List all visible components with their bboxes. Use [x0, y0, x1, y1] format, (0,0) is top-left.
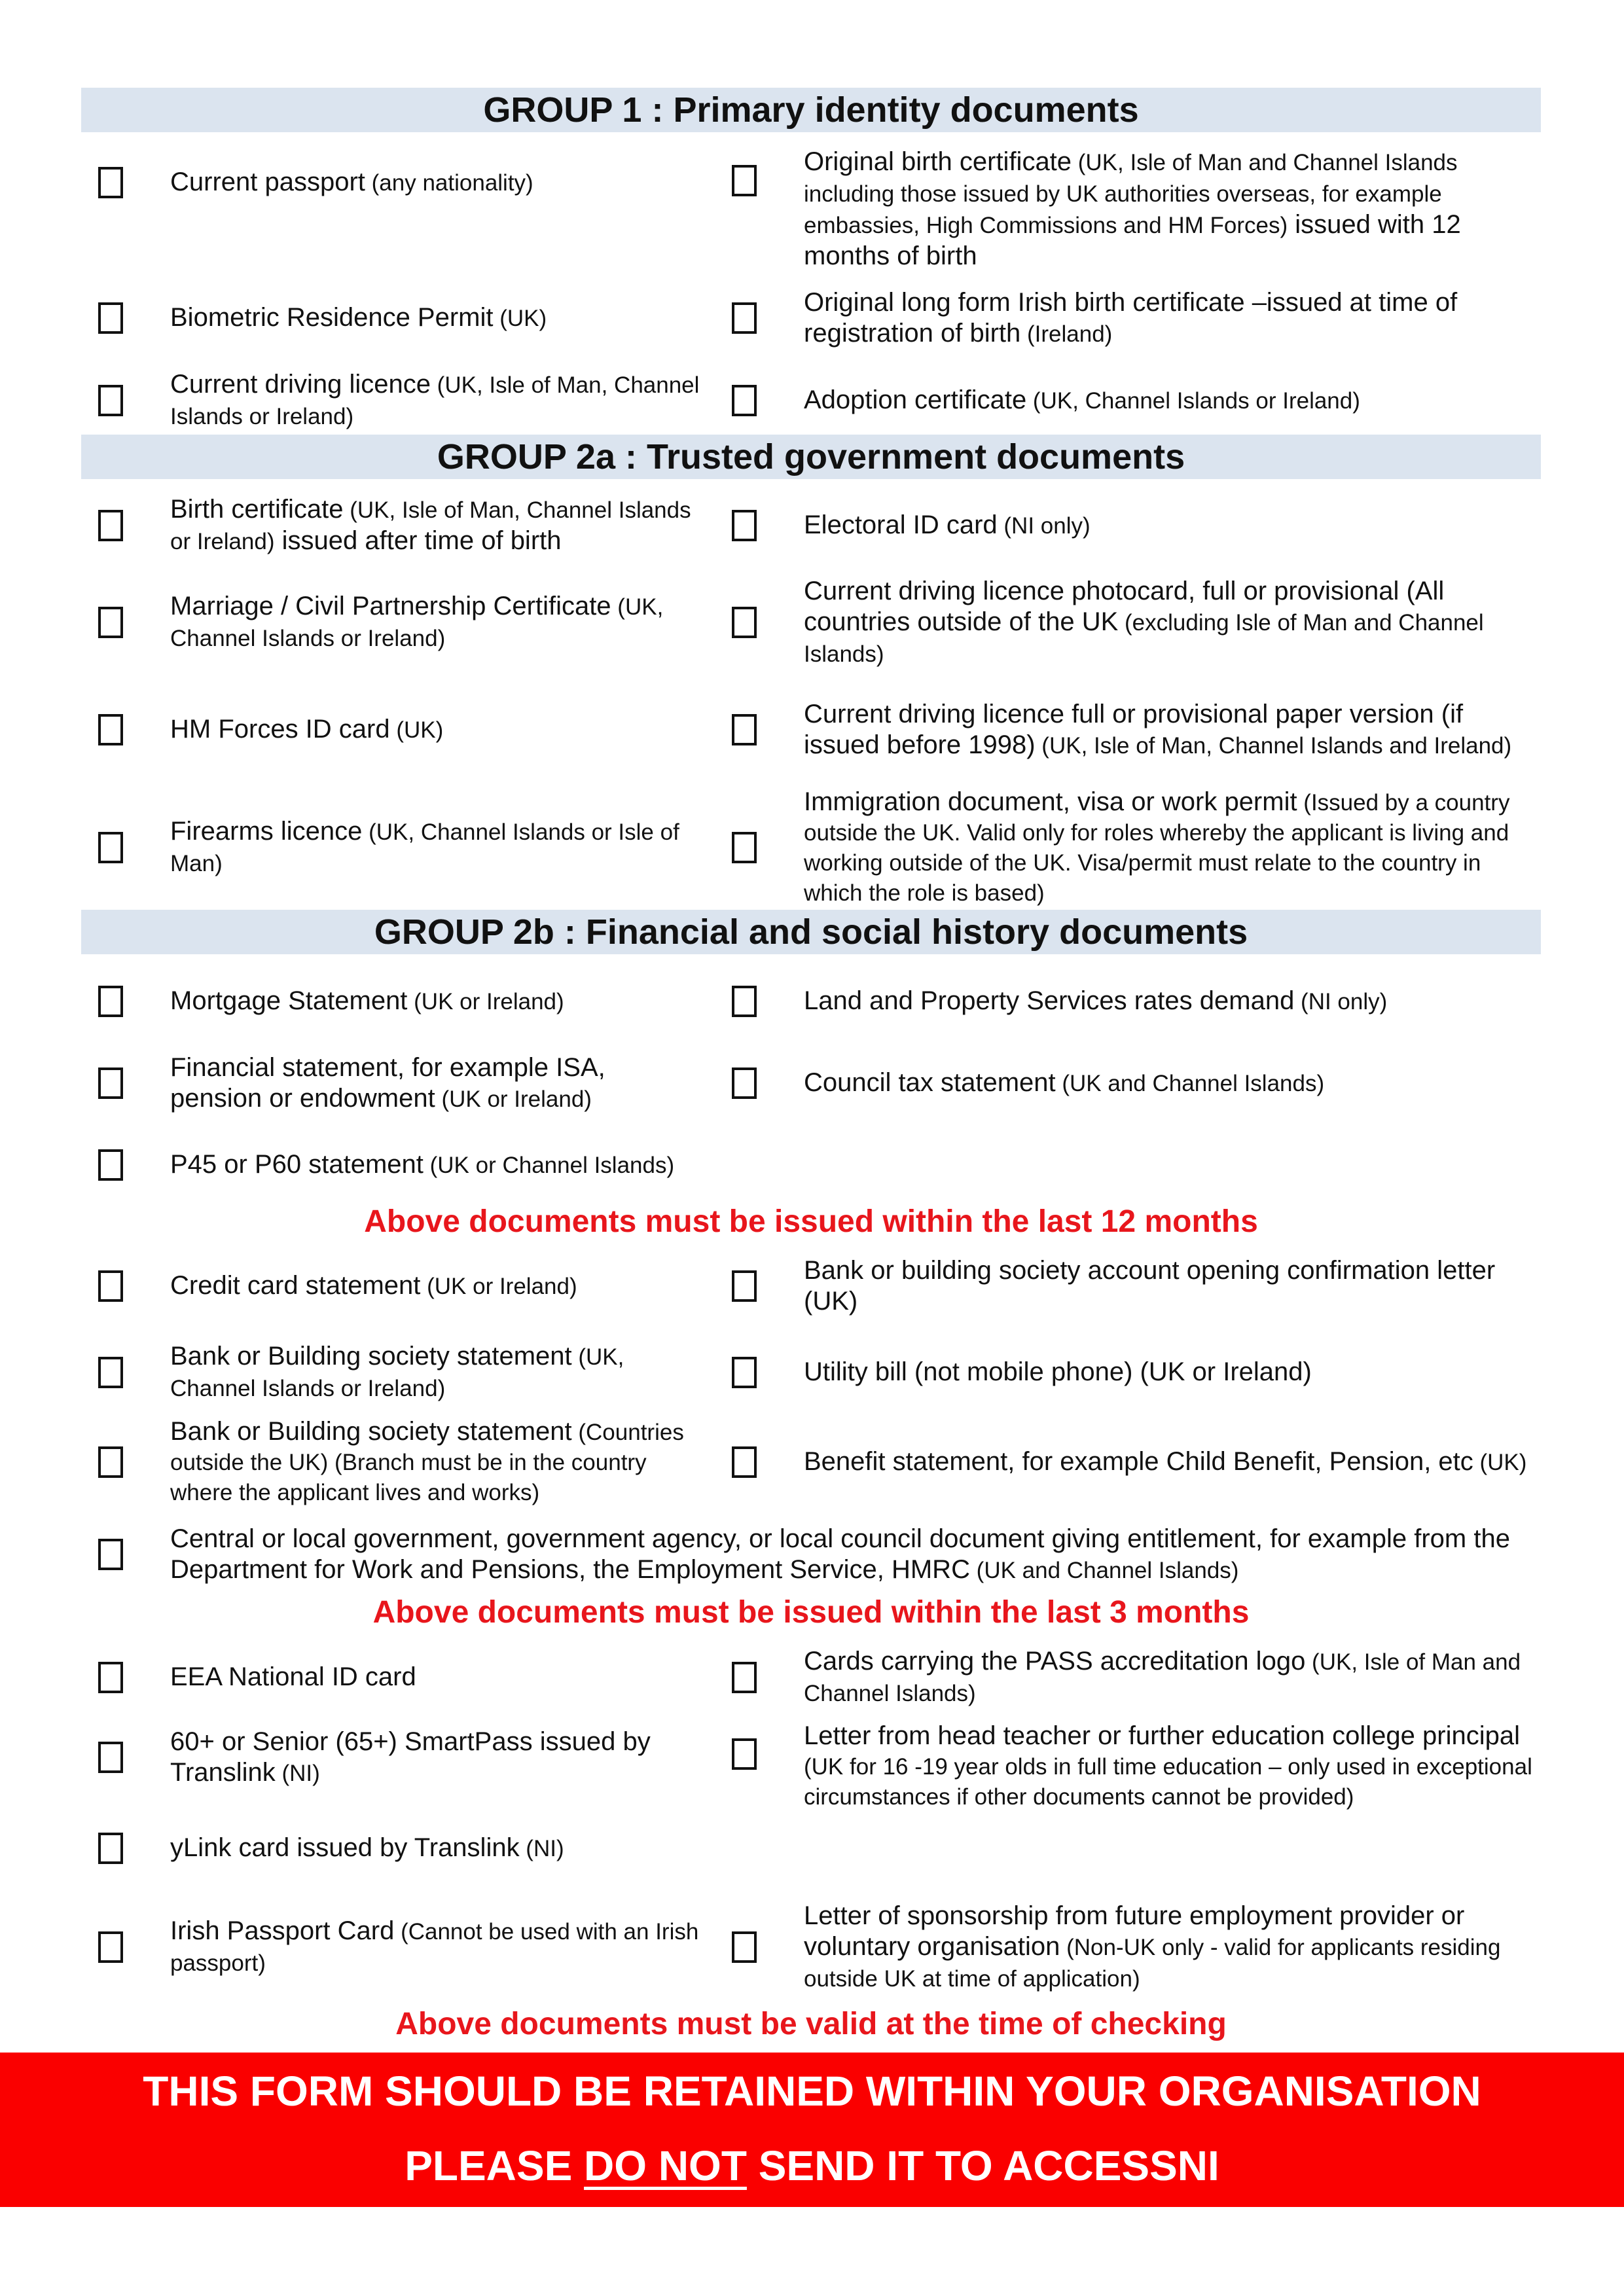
doc-item-ylink-card: yLink card issued by Translink (NI) [98, 1816, 700, 1881]
checkbox[interactable] [732, 302, 757, 334]
checkbox[interactable] [732, 832, 757, 863]
doc-item-irish-passport-card: Irish Passport Card (Cannot be used with an Irish passport) [98, 1898, 700, 1996]
row [0, 787, 1624, 908]
checkbox[interactable] [98, 510, 123, 541]
doc-item-council-tax: Council tax statement (UK and Channel Islands) [732, 1047, 1541, 1119]
checkbox[interactable] [98, 1270, 123, 1302]
checkbox[interactable] [732, 607, 757, 638]
doc-item-adoption-certificate: Adoption certificate (UK, Channel Islands or Ireland) [732, 368, 1541, 433]
banner-line-2: PLEASE DO NOT SEND IT TO ACCESSNI [405, 2142, 1219, 2189]
doc-item-brp: Biometric Residence Permit (UK) [98, 285, 700, 351]
doc-item-pass-card: Cards carrying the PASS accreditation logo (UK, Isle of Man and Channel Islands) [732, 1641, 1541, 1713]
checkbox[interactable] [732, 714, 757, 745]
checkbox[interactable] [98, 832, 123, 863]
row [0, 1816, 1624, 1881]
row [0, 1336, 1624, 1408]
row [0, 285, 1624, 351]
row [0, 573, 1624, 672]
doc-item-current-passport: Current passport (any nationality) [98, 147, 700, 219]
checkbox[interactable] [98, 385, 123, 416]
checkbox[interactable] [732, 1446, 757, 1478]
doc-item-credit-card-statement: Credit card statement (UK or Ireland) [98, 1250, 700, 1322]
doc-item-immigration-document: Immigration document, visa or work permit (Issued by a country outside the UK. Valid only for roles whereby the applicant is living and working outside of the UK. Visa/permit must relate to the country in which the role is based) [732, 787, 1541, 908]
doc-item-bank-statement: Bank or Building society statement (UK, Channel Islands or Ireland) [98, 1336, 700, 1408]
checkbox[interactable] [98, 1067, 123, 1099]
checkbox[interactable] [732, 986, 757, 1017]
row [0, 1250, 1624, 1322]
doc-item-government-document: Central or local government, government agency, or local council document giving entitlement, for example from the Department for Work and Pensions, the Employment Service, HMRC (UK and Channel Islands) [98, 1518, 1541, 1590]
row [0, 969, 1624, 1034]
doc-item-birth-certificate: Birth certificate (UK, Isle of Man, Channel Islands or Ireland) issued after time of birth [98, 490, 700, 562]
checkbox[interactable] [98, 1357, 123, 1388]
doc-item-rates-demand: Land and Property Services rates demand (NI only) [732, 969, 1541, 1034]
checkbox[interactable] [98, 1149, 123, 1181]
checkbox[interactable] [98, 1446, 123, 1478]
row [0, 368, 1624, 433]
checkbox[interactable] [98, 302, 123, 334]
do-not-emphasis: DO NOT [584, 2142, 747, 2189]
doc-item-hm-forces-id: HM Forces ID card (UK) [98, 681, 700, 779]
checkbox[interactable] [732, 165, 757, 196]
doc-item-sponsorship-letter: Letter of sponsorship from future employment provider or voluntary organisation (Non-UK only - valid for applicants residing outside UK at time of application) [732, 1898, 1541, 1996]
row [0, 1518, 1624, 1590]
group-2a-header: GROUP 2a : Trusted government documents [81, 435, 1541, 479]
row [0, 1047, 1624, 1119]
doc-item-marriage-certificate: Marriage / Civil Partnership Certificate (UK, Channel Islands or Ireland) [98, 573, 700, 672]
checkbox[interactable] [732, 1357, 757, 1388]
doc-item-electoral-id: Electoral ID card (NI only) [732, 490, 1541, 562]
checkbox[interactable] [732, 510, 757, 541]
doc-item-original-birth-certificate: Original birth certificate (UK, Isle of Man and Channel Islands including those issued by UK authorities overseas, for example embassies, High Commissions and HM Forces) issued with 12 months of birth [732, 147, 1541, 271]
retention-banner [0, 2053, 1624, 2207]
checkbox[interactable] [98, 714, 123, 745]
doc-item-utility-bill: Utility bill (not mobile phone) (UK or Ireland) [732, 1336, 1541, 1408]
checkbox[interactable] [98, 607, 123, 638]
doc-item-foreign-driving-licence: Current driving licence photocard, full or provisional (All countries outside of the UK (excluding Isle of Man and Channel Islands) [732, 573, 1541, 672]
row [0, 147, 1624, 271]
checkbox[interactable] [732, 1931, 757, 1963]
checkbox[interactable] [98, 1539, 123, 1570]
checkbox[interactable] [98, 167, 123, 198]
checkbox[interactable] [98, 1833, 123, 1864]
doc-item-driving-licence: Current driving licence (UK, Isle of Man, Channel Islands or Ireland) [98, 368, 700, 433]
checkbox[interactable] [732, 1270, 757, 1302]
doc-item-head-teacher-letter: Letter from head teacher or further education college principal (UK for 16 -19 year olds in full time education – only used in exceptional circumstances if other documents cannot be provided) [732, 1721, 1541, 1846]
row [0, 681, 1624, 779]
banner-line-1: THIS FORM SHOULD BE RETAINED WITHIN YOUR ORGANISATION [143, 2068, 1481, 2115]
notice-12-months: Above documents must be issued within the last 12 months [364, 1204, 1258, 1239]
doc-item-financial-statement: Financial statement, for example ISA, pension or endowment (UK or Ireland) [98, 1047, 700, 1119]
row [0, 1898, 1624, 1996]
notice-valid: Above documents must be valid at the time of checking [395, 2007, 1227, 2041]
checkbox[interactable] [98, 986, 123, 1017]
row [0, 1641, 1624, 1713]
notice-3-months: Above documents must be issued within the last 3 months [372, 1595, 1250, 1630]
checkbox[interactable] [98, 1662, 123, 1693]
checkbox[interactable] [98, 1931, 123, 1963]
doc-item-paper-driving-licence: Current driving licence full or provisional paper version (if issued before 1998) (UK, Isle of Man, Channel Islands and Ireland) [732, 681, 1541, 779]
doc-item-firearms-licence: Firearms licence (UK, Channel Islands or Isle of Man) [98, 787, 700, 908]
group-1-header: GROUP 1 : Primary identity documents [81, 88, 1541, 132]
checkbox[interactable] [732, 385, 757, 416]
row [0, 1416, 1624, 1508]
doc-item-eea-id-card: EEA National ID card [98, 1641, 700, 1713]
checkbox[interactable] [732, 1662, 757, 1693]
doc-item-benefit-statement: Benefit statement, for example Child Benefit, Pension, etc (UK) [732, 1416, 1541, 1508]
doc-item-bank-statement-foreign: Bank or Building society statement (Countries outside the UK) (Branch must be in the country where the applicant lives and works) [98, 1416, 700, 1508]
doc-item-mortgage-statement: Mortgage Statement (UK or Ireland) [98, 969, 700, 1034]
group-2b-header: GROUP 2b : Financial and social history documents [81, 910, 1541, 954]
checkbox[interactable] [732, 1067, 757, 1099]
checkbox[interactable] [98, 1742, 123, 1773]
row [0, 1132, 1624, 1198]
doc-item-smartpass: 60+ or Senior (65+) SmartPass issued by Translink (NI) [98, 1721, 700, 1793]
checkbox[interactable] [732, 1738, 757, 1770]
row [0, 490, 1624, 562]
doc-item-p45-p60: P45 or P60 statement (UK or Channel Islands) [98, 1132, 1015, 1198]
doc-item-account-opening-letter: Bank or building society account opening confirmation letter (UK) [732, 1250, 1541, 1322]
doc-item-irish-birth-certificate: Original long form Irish birth certificate –issued at time of registration of birth (Ireland) [732, 285, 1541, 351]
